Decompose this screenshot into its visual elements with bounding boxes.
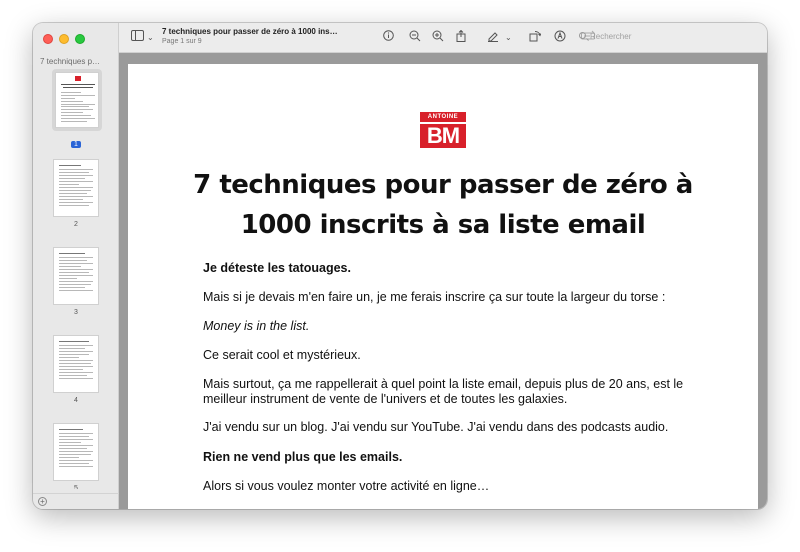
zoom-out-icon[interactable] bbox=[409, 30, 421, 46]
sidebar-title: 7 techniques p… bbox=[40, 57, 101, 66]
zoom-in-icon[interactable] bbox=[432, 30, 444, 46]
thumbnail-page-1[interactable] bbox=[52, 69, 100, 151]
paragraph: Ce serait cool et mystérieux. bbox=[203, 348, 361, 362]
search-icon bbox=[579, 32, 586, 39]
paragraph: Alors si vous voulez monter votre activité en ligne… bbox=[203, 479, 490, 493]
sidebar-footer bbox=[33, 493, 119, 509]
thumbnail-label: 3 bbox=[74, 309, 78, 316]
thumbnail-page-5[interactable] bbox=[52, 423, 100, 489]
toolbar bbox=[119, 23, 767, 53]
search-placeholder: Rechercher bbox=[590, 32, 632, 41]
thumbnail-image bbox=[53, 159, 99, 217]
page-indicator: Page 1 sur 9 bbox=[162, 38, 202, 45]
thumbnail-label: 1 bbox=[71, 141, 81, 148]
preview-window bbox=[33, 23, 767, 509]
add-icon[interactable]: + bbox=[38, 497, 47, 506]
paragraph: Mais surtout, ça me rappellerait à quel point la liste email, depuis plus de 20 ans, est le meilleur instrument de vente de l'univers et de toutes les galaxies. bbox=[203, 377, 684, 406]
close-button[interactable] bbox=[43, 34, 53, 44]
thumbnail-image bbox=[55, 72, 99, 128]
share-icon[interactable] bbox=[456, 30, 466, 46]
document-viewer[interactable] bbox=[119, 53, 767, 509]
thumbnail-label: 4 bbox=[74, 397, 78, 404]
page-heading-line-2: 1000 inscrits à sa liste email bbox=[240, 210, 646, 240]
paragraph: Mais si je devais m'en faire un, je me ferais inscrire ça sur toute la largeur du torse : bbox=[203, 290, 666, 304]
sidebar-toggle-icon[interactable] bbox=[131, 30, 144, 45]
paragraph: J'ai vendu sur un blog. J'ai vendu sur YouTube. J'ai vendu dans des podcasts audio. bbox=[203, 420, 669, 434]
paragraph: Rien ne vend plus que les emails. bbox=[203, 450, 403, 464]
thumbnail-page-4[interactable] bbox=[52, 335, 100, 404]
thumbnail-list bbox=[33, 69, 119, 489]
rotate-icon[interactable] bbox=[529, 30, 541, 46]
thumbnail-label: 5 bbox=[74, 485, 78, 489]
markup-pen-icon[interactable] bbox=[487, 30, 499, 46]
logo-top-text: ANTOINE bbox=[420, 112, 466, 122]
thumbnail-image bbox=[53, 335, 99, 393]
window-controls bbox=[43, 34, 85, 44]
paragraph: Je déteste les tatouages. bbox=[203, 261, 351, 275]
thumbnail-image bbox=[53, 423, 99, 481]
thumbnail-image bbox=[53, 247, 99, 305]
pdf-page bbox=[128, 64, 758, 509]
page-heading-line-1: 7 techniques pour passer de zéro à bbox=[193, 170, 693, 200]
chevron-down-icon[interactable]: ⌄ bbox=[505, 33, 512, 42]
annotate-icon[interactable] bbox=[554, 30, 566, 46]
thumbnail-page-2[interactable] bbox=[52, 159, 100, 228]
thumbnail-label: 2 bbox=[74, 221, 78, 228]
thumbnail-sidebar bbox=[33, 23, 119, 509]
paragraph: Money is in the list. bbox=[203, 319, 310, 333]
info-icon[interactable] bbox=[383, 30, 394, 45]
logo bbox=[420, 112, 466, 148]
minimize-button[interactable] bbox=[59, 34, 69, 44]
document-title: 7 techniques pour passer de zéro à 1000 ins… bbox=[162, 27, 338, 36]
search-field[interactable] bbox=[577, 31, 757, 45]
zoom-button[interactable] bbox=[75, 34, 85, 44]
thumbnail-page-3[interactable] bbox=[52, 247, 100, 316]
logo-main-text: BM bbox=[420, 124, 466, 148]
chevron-down-icon[interactable]: ⌄ bbox=[147, 33, 154, 42]
